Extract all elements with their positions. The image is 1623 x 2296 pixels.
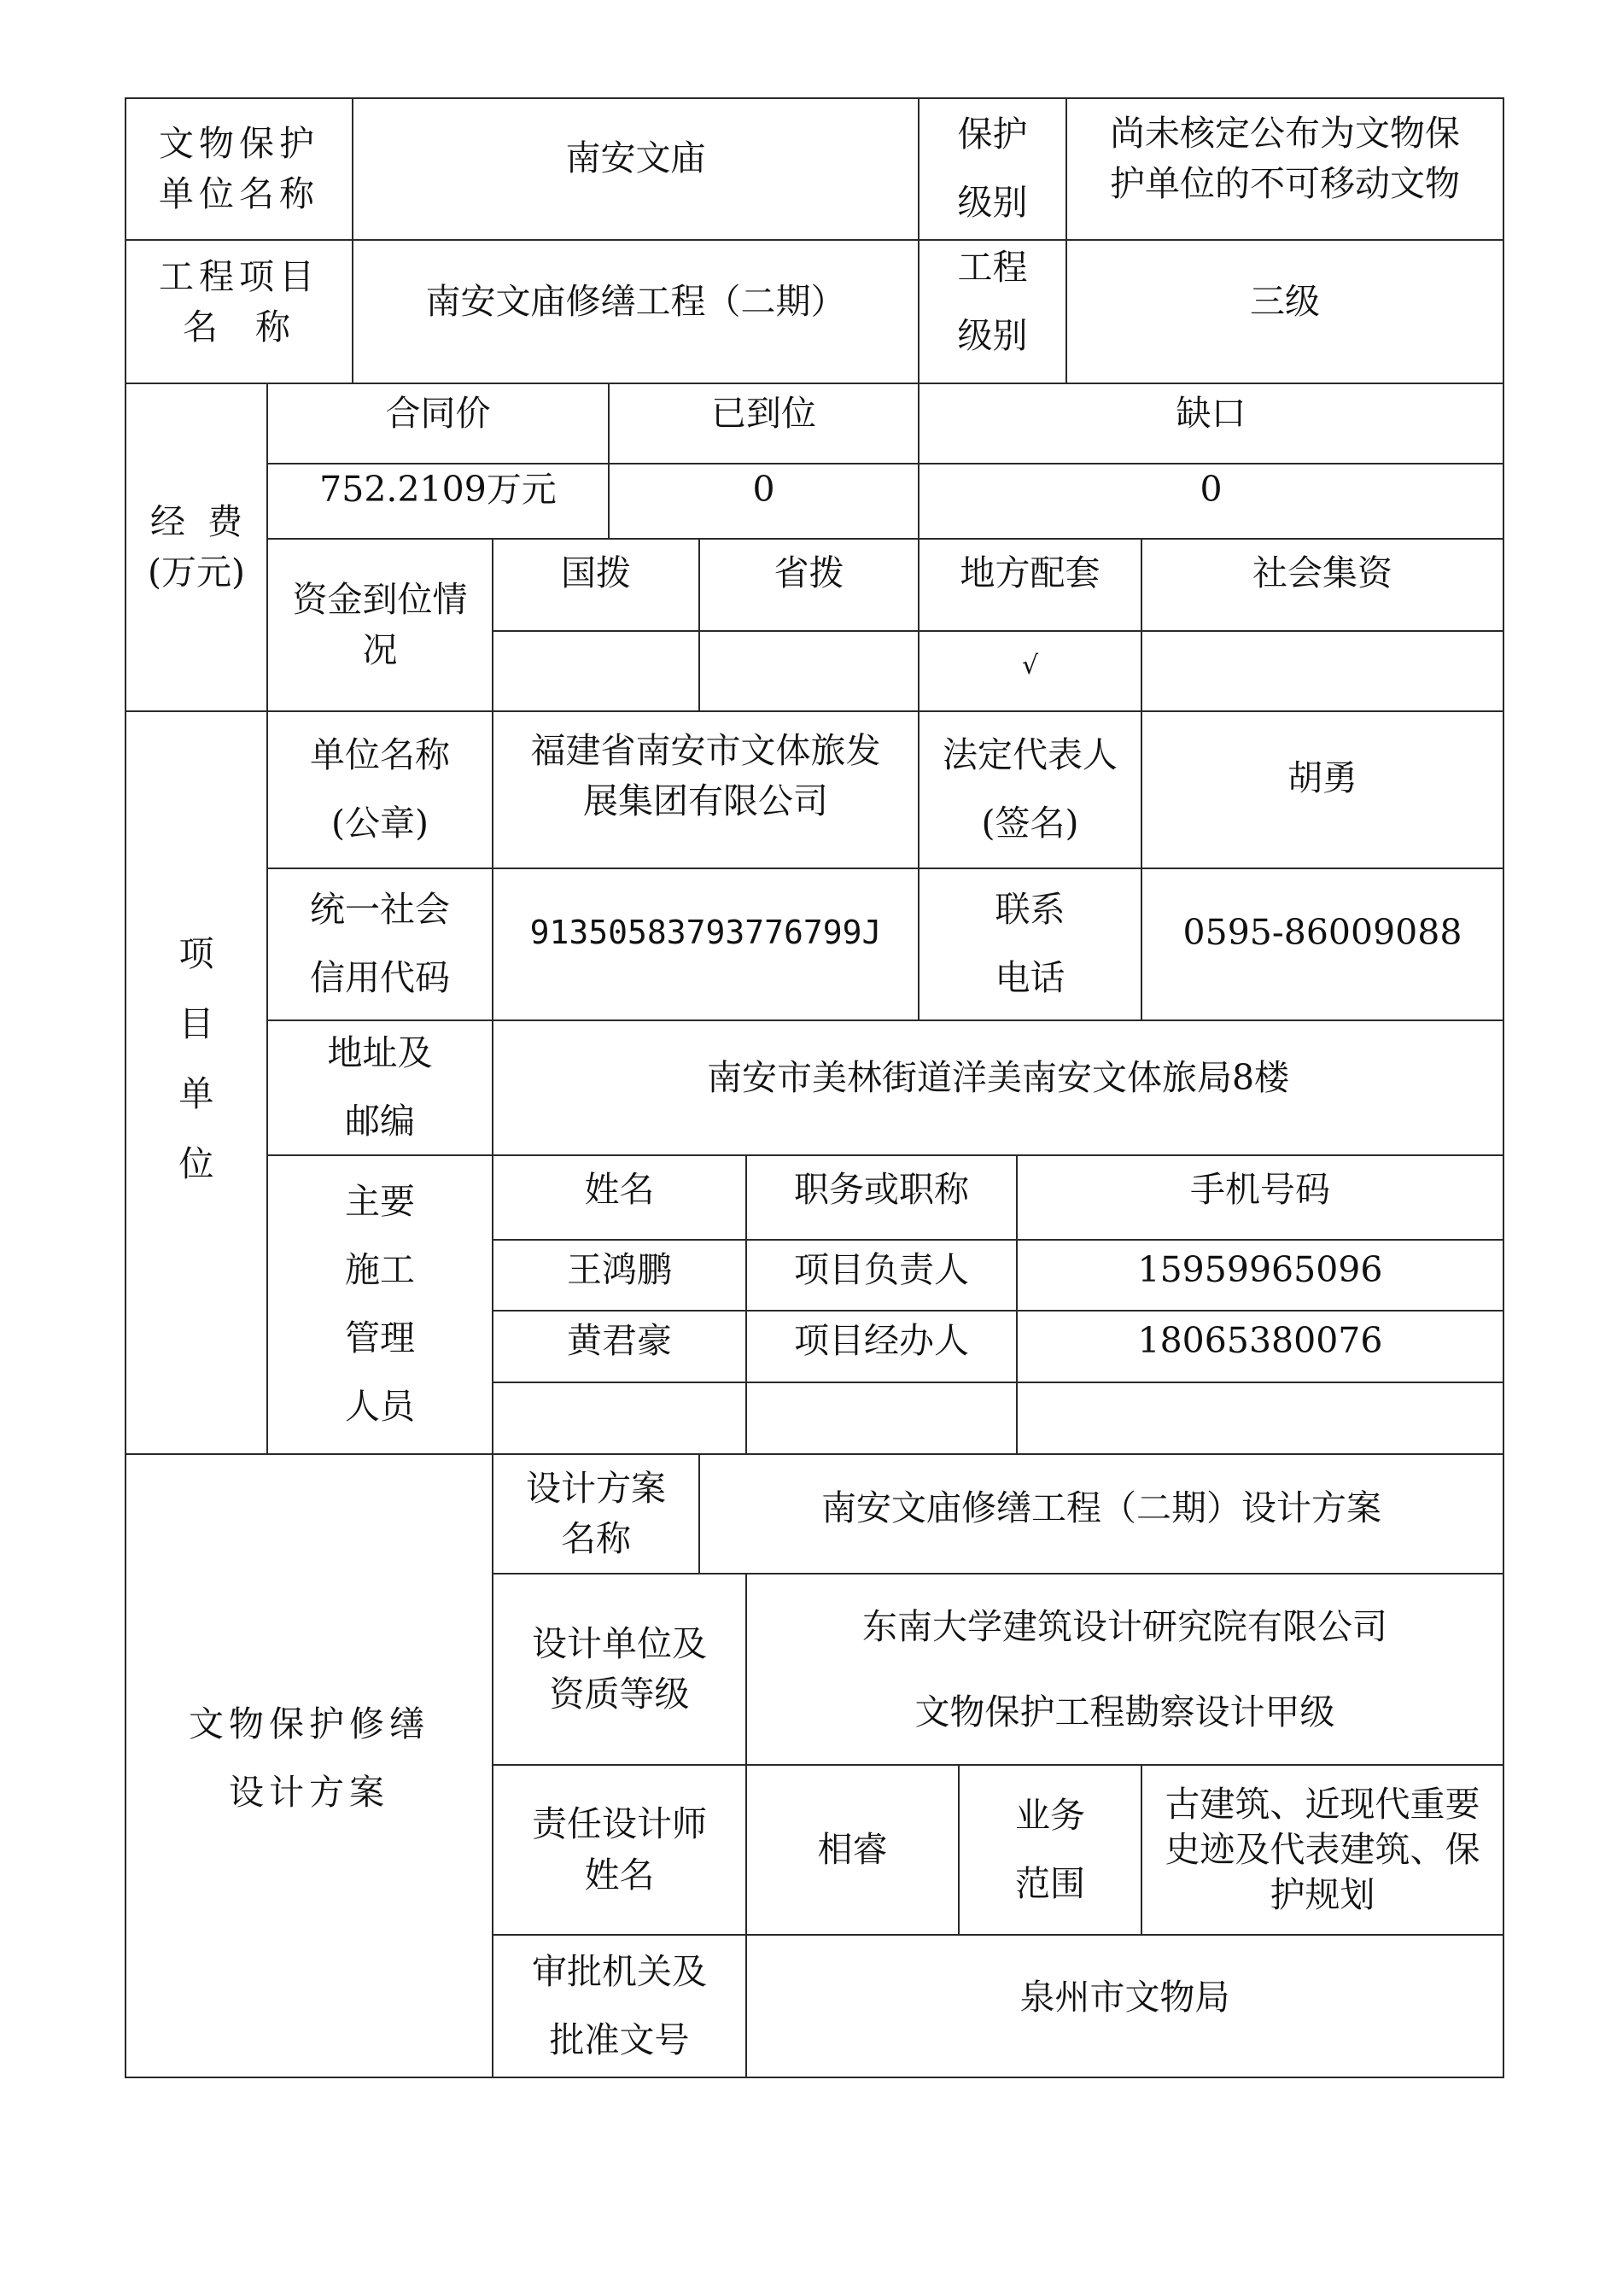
staff-row-1-mobile: 15959965096 (1137, 1249, 1383, 1291)
staff-row-2-name: 黄君豪 (567, 1320, 672, 1362)
arrived-header: 已到位 (711, 393, 816, 435)
staff-row-2-title: 项目经办人 (794, 1320, 969, 1362)
local-fund-checkmark: √ (1021, 651, 1039, 681)
national-fund-value (493, 632, 698, 710)
protection-level-label: 保护 级别 (957, 114, 1028, 223)
staff-row-3-name (493, 1383, 745, 1453)
phone-label: 联系 电话 (995, 889, 1065, 998)
legal-representative-value: 胡勇 (1287, 757, 1357, 799)
credit-code-label: 统一社会 信用代码 (310, 889, 450, 998)
design-plan-label: 文物保护修缮 设计方案 (189, 1703, 429, 1813)
staff-row-2-mobile: 18065380076 (1137, 1320, 1383, 1362)
project-name-label: 工程项目 名 称 (159, 255, 319, 348)
staff-row-1-name: 王鸿鹏 (567, 1249, 672, 1291)
protection-level-value: 尚未核定公布为文物保 护单位的不可移动文物 (1110, 112, 1460, 204)
designer-name-label: 责任设计师 姓名 (532, 1803, 707, 1896)
staff-row-1-title: 项目负责人 (794, 1249, 969, 1291)
plan-name-label: 设计方案 名称 (526, 1467, 666, 1559)
protection-unit-name-value: 南安文庙 (565, 137, 706, 179)
staff-mobile-header: 手机号码 (1190, 1169, 1330, 1211)
credit-code-value: 91350583793776799J (529, 914, 882, 952)
project-unit-label: 项 目 单 位 (178, 933, 214, 1184)
gap-header: 缺口 (1176, 393, 1246, 435)
fund-source-label: 资金到位情 况 (292, 578, 468, 670)
business-scope-value: 古建筑、近现代重要 史迹及代表建筑、保 护规划 (1165, 1783, 1480, 1916)
funding-label: 经 费 (万元) (148, 500, 245, 593)
designer-name-value: 相睿 (817, 1828, 888, 1870)
plan-name-value: 南安文庙修缮工程（二期）设计方案 (821, 1487, 1381, 1529)
business-scope-label: 业务 范围 (1015, 1794, 1085, 1904)
protection-unit-name-label: 文物保护 单位名称 (159, 122, 319, 214)
project-level-label: 工程 级别 (957, 247, 1028, 356)
approval-authority-label: 审批机关及 批准文号 (532, 1950, 707, 2060)
project-level-value: 三级 (1250, 281, 1320, 323)
staff-name-header: 姓名 (584, 1169, 655, 1211)
design-unit-value: 东南大学建筑设计研究院有限公司 文物保护工程勘察设计甲级 (862, 1605, 1387, 1732)
approval-authority-value: 泉州市文物局 (1019, 1976, 1230, 2018)
staff-row-3-mobile (1018, 1383, 1503, 1453)
design-unit-label: 设计单位及 资质等级 (532, 1622, 707, 1715)
contract-price-header: 合同价 (385, 393, 491, 435)
project-name-value: 南安文庙修缮工程（二期） (425, 281, 846, 323)
address-label: 地址及 邮编 (327, 1032, 433, 1142)
gap-value: 0 (1200, 469, 1223, 511)
staff-title-header: 职务或职称 (794, 1169, 969, 1211)
grid-line (125, 2077, 1504, 2078)
social-fund-header: 社会集资 (1252, 552, 1392, 594)
social-fund-value (1142, 632, 1503, 710)
grid-line (1503, 97, 1504, 2078)
arrived-value: 0 (752, 469, 775, 511)
staff-row-3-title (747, 1383, 1016, 1453)
address-value: 南安市美林街道洋美南安文体旅局8楼 (706, 1057, 1290, 1099)
unit-name-value: 福建省南安市文体旅发 展集团有限公司 (530, 729, 881, 821)
provincial-fund-value (700, 632, 918, 710)
legal-representative-label: 法定代表人 (签名) (943, 734, 1118, 844)
national-fund-header: 国拨 (561, 552, 631, 594)
unit-name-label: 单位名称 (公章) (310, 734, 450, 844)
staff-label: 主要 施工 管理 人员 (345, 1181, 415, 1427)
contract-price-value: 752.2109万元 (319, 469, 557, 511)
provincial-fund-header: 省拨 (774, 552, 844, 594)
phone-value: 0595-86009088 (1182, 912, 1462, 954)
local-fund-header: 地方配套 (960, 552, 1100, 594)
